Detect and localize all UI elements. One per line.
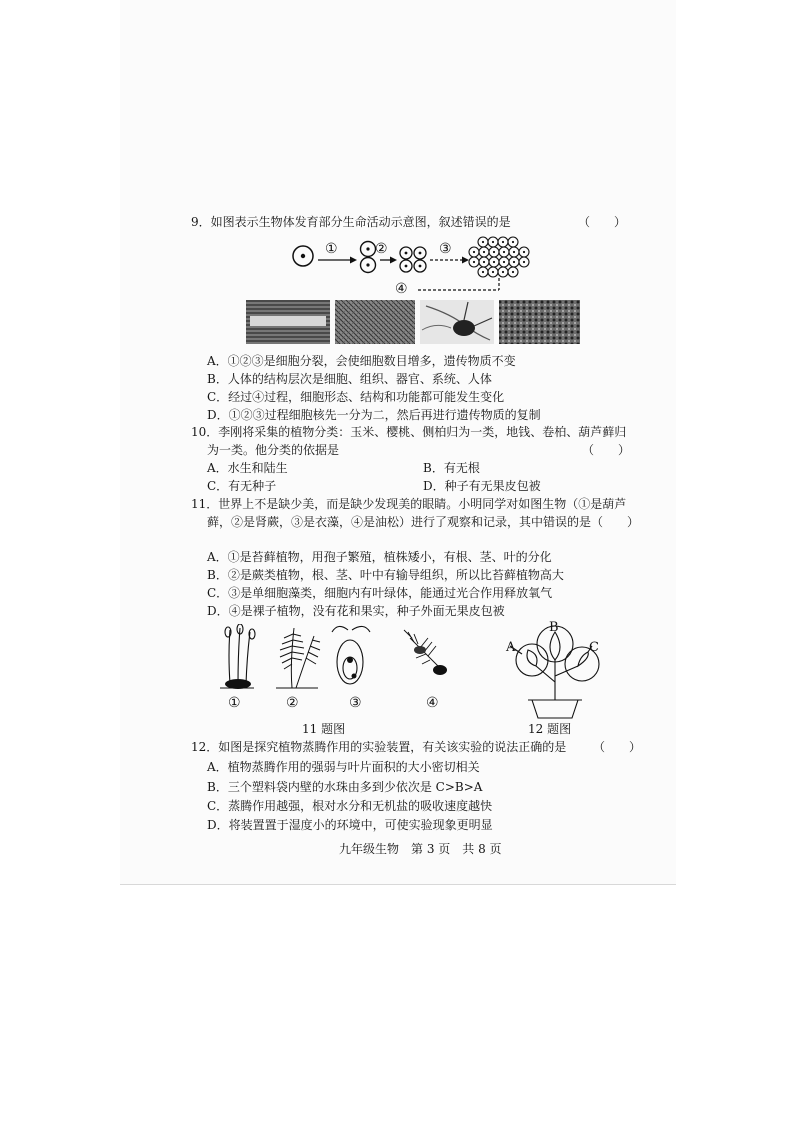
q11-label-2: ②: [286, 695, 299, 711]
q10-stem-line2: 为一类。他分类的依据是: [207, 443, 340, 457]
q12-option-b: B．三个塑料袋内壁的水珠由多到少依次是 C>B>A: [207, 780, 483, 794]
q11-stem-line1: 11．世界上不是缺少美，而是缺少发现美的眼睛。小明同学对如图生物（①是葫芦: [191, 497, 627, 511]
q9-option-c: C．经过④过程，细胞形态、结构和功能都可能发生变化: [207, 390, 505, 404]
q9-option-a: A．①②③是细胞分裂，会使细胞数目增多，遗传物质不变: [207, 354, 516, 368]
q11-option-b: B．②是蕨类植物，根、茎、叶中有输导组织，所以比苔藓植物高大: [207, 568, 564, 582]
q12-figure-caption: 12 题图: [528, 722, 572, 736]
q11-option-d: D．④是裸子植物，没有花和果实，种子外面无果皮包被: [207, 604, 505, 618]
q10-option-a: A．水生和陆生: [207, 461, 288, 475]
q10-answer-bracket: （ ）: [582, 443, 631, 457]
q10-option-d: D．种子有无果皮包被: [423, 479, 541, 493]
q10-option-c: C．有无种子: [207, 479, 277, 493]
q10-stem-line1: 10．李刚将采集的植物分类：玉米、樱桃、侧柏归为一类，地钱、卷柏、葫芦藓归: [191, 425, 627, 439]
q12-option-c: C．蒸腾作用越强，根对水分和无机盐的吸收速度越快: [207, 799, 493, 813]
q9-option-d: D．①②③过程细胞核先一分为二，然后再进行遗传物质的复制: [207, 408, 541, 422]
q12-label-b: B: [549, 620, 559, 635]
q12-option-a: A．植物蒸腾作用的强弱与叶片面积的大小密切相关: [207, 760, 480, 774]
q12-answer-bracket: （ ）: [593, 740, 642, 754]
chlamydomonas-drawing: [332, 626, 370, 684]
q10-option-b: B．有无根: [423, 461, 480, 475]
q9-label-3: ③: [439, 241, 452, 257]
moss-drawing: [220, 624, 255, 688]
q11-figure-caption: 11 题图: [302, 722, 346, 736]
fern-drawing: [276, 628, 320, 688]
q11-option-a: A．①是苔藓植物，用孢子繁殖，植株矮小，有根、茎、叶的分化: [207, 550, 552, 564]
q12-label-c: C: [589, 640, 599, 655]
q12-option-d: D．将装置置于湿度小的环境中，可使实验现象更明显: [207, 818, 493, 832]
q11-organism-drawings: [214, 624, 464, 692]
q9-option-b: B．人体的结构层次是细胞、组织、器官、系统、人体: [207, 372, 492, 386]
q9-stem: 9．如图表示生物体发育部分生命活动示意图，叙述错误的是: [191, 215, 511, 229]
q11-option-c: C．③是单细胞藻类，细胞内有叶绿体，能通过光合作用释放氧气: [207, 586, 553, 600]
q9-label-2: ②: [375, 241, 388, 257]
q11-label-3: ③: [349, 695, 362, 711]
q9-answer-bracket: （ ）: [578, 215, 627, 229]
q12-label-a: A: [506, 640, 516, 655]
q11-stem-line2: 藓，②是肾蕨，③是衣藻，④是油松）进行了观察和记录，其中错误的是（ ）: [207, 515, 640, 529]
q11-label-4: ④: [426, 695, 439, 711]
q9-tissue-images: [246, 300, 580, 344]
q9-label-1: ①: [325, 241, 338, 257]
page-footer: 九年级生物 第 3 页 共 8 页: [339, 842, 502, 856]
q11-label-1: ①: [228, 695, 241, 711]
q12-stem: 12．如图是探究植物蒸腾作用的实验装置，有关该实验的说法正确的是: [191, 740, 567, 754]
q9-label-4: ④: [395, 281, 408, 297]
